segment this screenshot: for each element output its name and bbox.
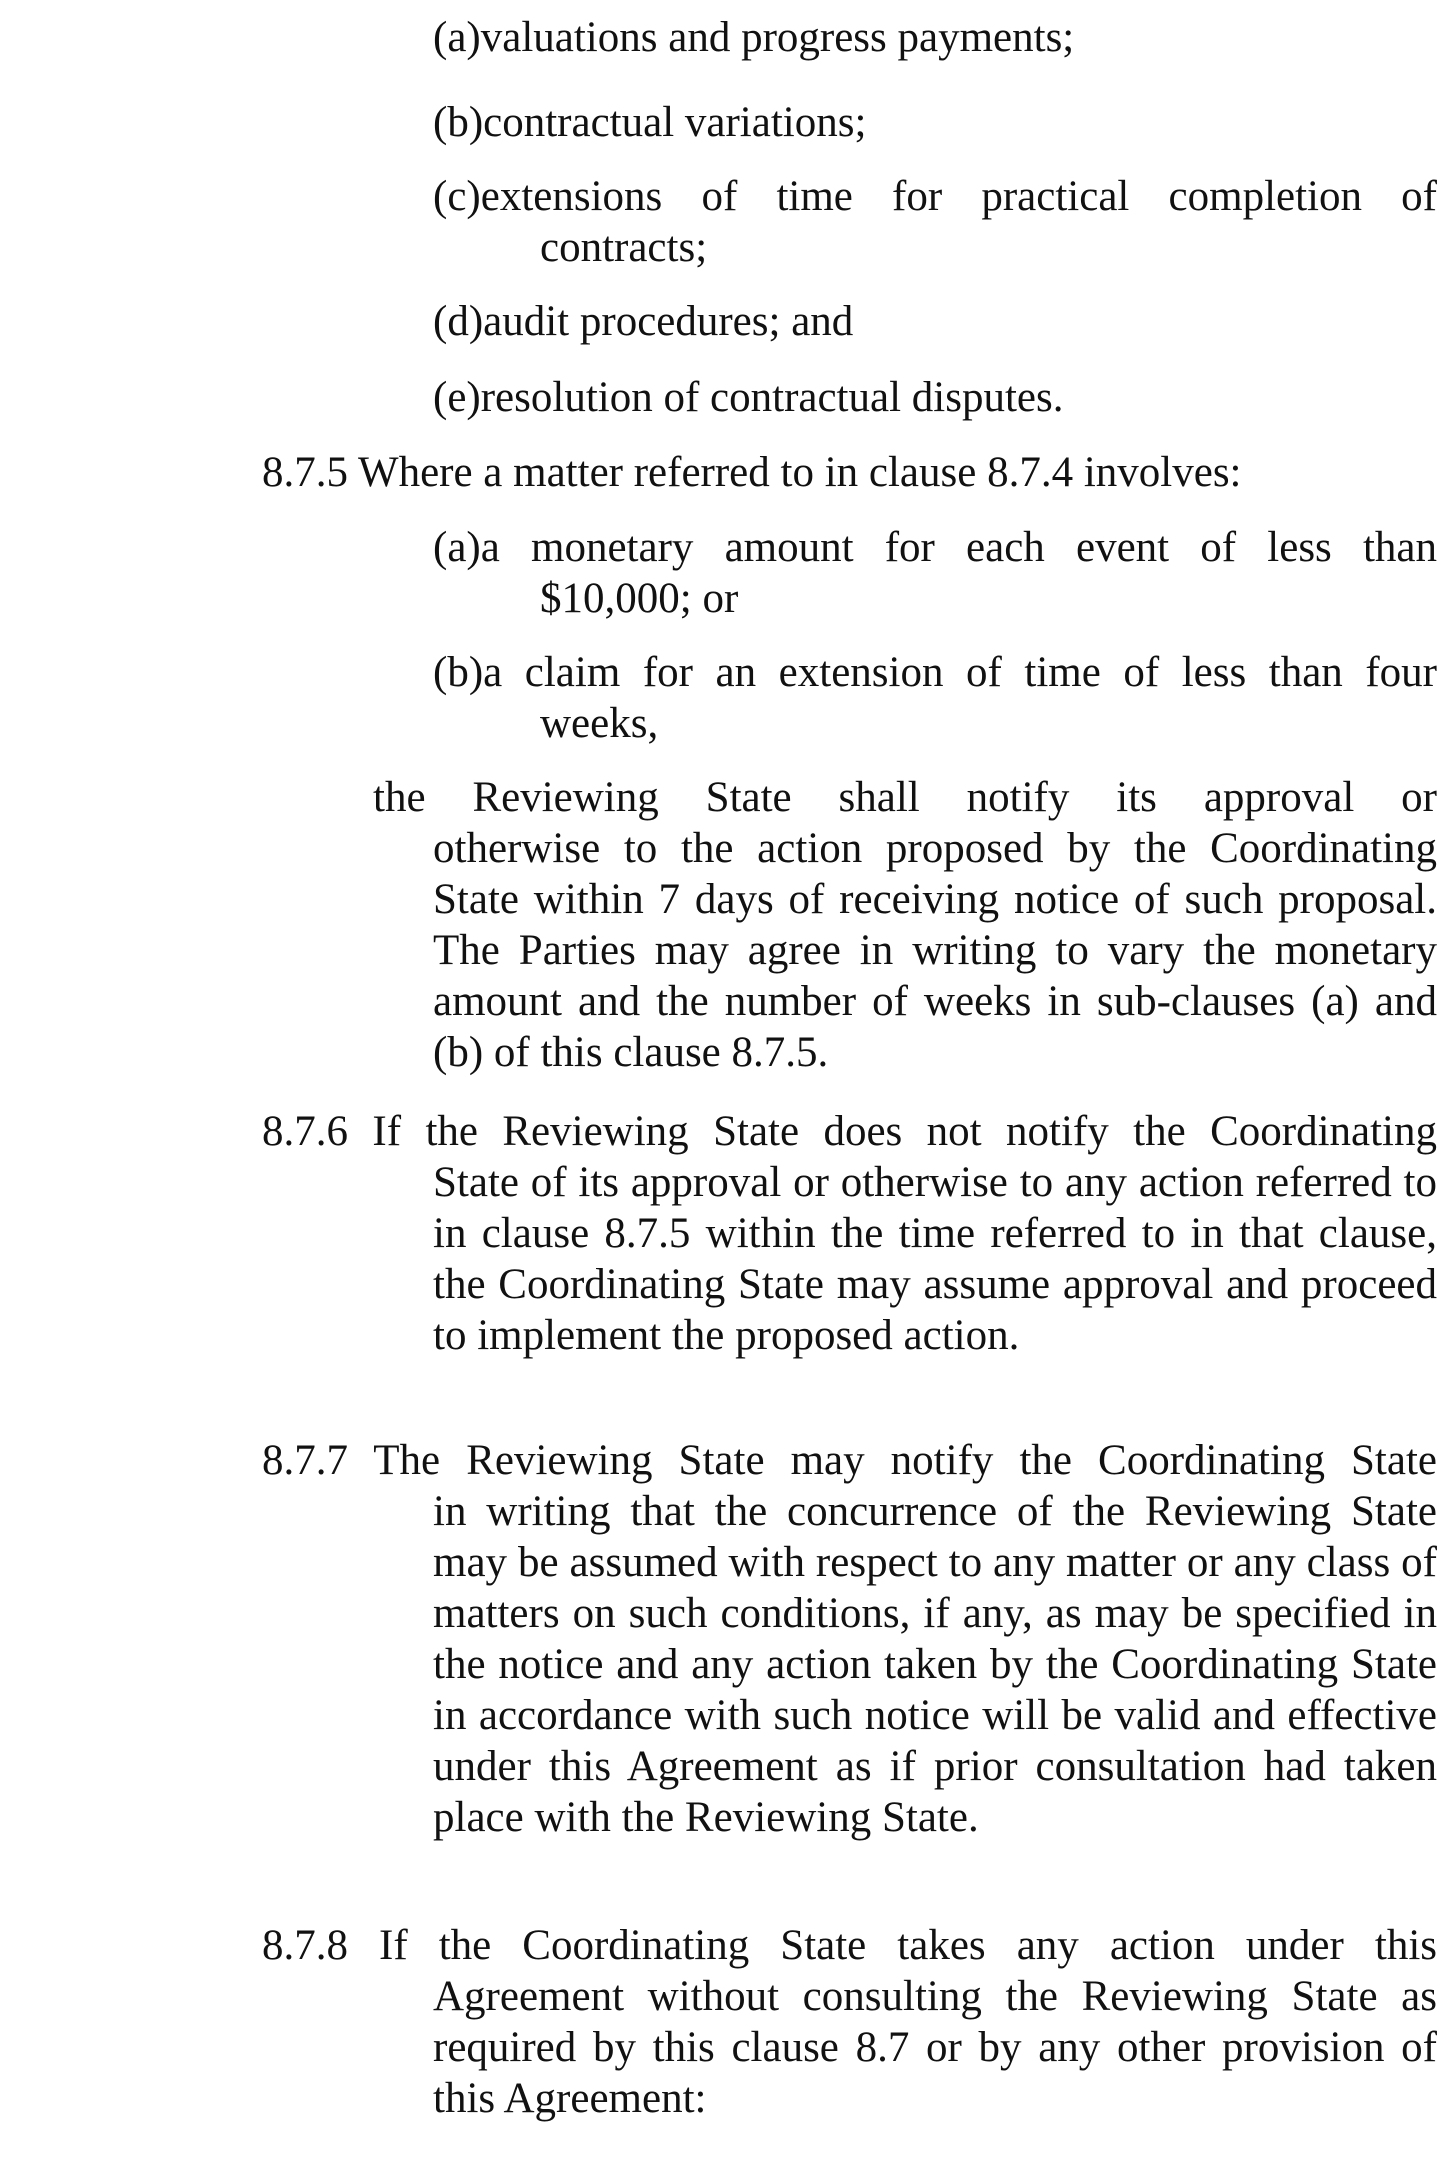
item-label: (e) bbox=[433, 374, 481, 421]
clause-8-7-8 bbox=[262, 1920, 1437, 2124]
list-item bbox=[433, 97, 1437, 148]
item-text: valuations and progress payments; bbox=[480, 14, 1075, 61]
item-text: extensions of time for practical completion of bbox=[480, 173, 1437, 220]
clause-text: The Reviewing State may notify the Coordinating State bbox=[373, 1437, 1437, 1484]
clause-number: 8.7.7 bbox=[262, 1437, 348, 1484]
item-label: (b) bbox=[433, 649, 484, 696]
list-item bbox=[433, 372, 1437, 423]
item-text-continued: weeks, bbox=[540, 700, 659, 747]
clause-text: If the Coordinating State takes any action under this bbox=[379, 1922, 1438, 1969]
item-label: (a) bbox=[433, 14, 481, 61]
clause-number: 8.7.6 bbox=[262, 1108, 348, 1155]
list-item bbox=[433, 522, 1437, 624]
item-label: (b) bbox=[433, 99, 484, 146]
clause-text: Where a matter referred to in clause 8.7.4 involves: bbox=[357, 449, 1242, 496]
clause-number: 8.7.8 bbox=[262, 1922, 348, 1969]
item-text: a claim for an extension of time of less than four bbox=[483, 649, 1437, 696]
list-item bbox=[433, 296, 1437, 347]
clause-8-7-5-conclusion bbox=[373, 772, 1437, 1078]
item-text-continued: $10,000; or bbox=[540, 575, 739, 622]
clause-8-7-5 bbox=[262, 447, 1437, 498]
item-label: (d) bbox=[433, 298, 484, 345]
clause-text-continued: in writing that the concurrence of the Reviewing State may be assumed with respect to any matter or any class of matters on such conditions, if any, as may be specified in the notice and any action taken by the Coordinating State in accordance with such notice will be valid and effective under this Agreement as if prior consultation had taken place with the Reviewing State. bbox=[433, 1488, 1437, 1841]
clause-8-7-7 bbox=[262, 1435, 1437, 1843]
clause-text-continued: State of its approval or otherwise to any action referred to in clause 8.7.5 within the time referred to in that clause, the Coordinating State may assume approval and proceed to implement the proposed action. bbox=[433, 1159, 1437, 1359]
clause-number: 8.7.5 bbox=[262, 449, 348, 496]
clause-text: If the Reviewing State does not notify the Coordinating bbox=[372, 1108, 1437, 1155]
item-label: (a) bbox=[433, 524, 481, 571]
item-text: contractual variations; bbox=[483, 99, 867, 146]
item-text: a monetary amount for each event of less than bbox=[480, 524, 1437, 571]
item-label: (c) bbox=[433, 173, 481, 220]
item-text: audit procedures; and bbox=[483, 298, 854, 345]
item-text: resolution of contractual disputes. bbox=[480, 374, 1064, 421]
conclusion-first-line: the Reviewing State shall notify its approval or bbox=[373, 774, 1437, 821]
clause-text-continued: Agreement without consulting the Reviewing State as required by this clause 8.7 or by any other provision of this Agreement: bbox=[433, 1973, 1437, 2122]
list-item bbox=[433, 647, 1437, 749]
item-text-continued: contracts; bbox=[540, 224, 708, 271]
conclusion-text: otherwise to the action proposed by the Coordinating State within 7 days of receiving notice of such proposal. The Parties may agree in writing to vary the monetary amount and the number of weeks in sub-clauses (a) and (b) of this clause 8.7.5. bbox=[433, 825, 1437, 1076]
list-item bbox=[433, 12, 1437, 63]
list-item bbox=[433, 171, 1437, 273]
clause-8-7-6 bbox=[262, 1106, 1437, 1361]
